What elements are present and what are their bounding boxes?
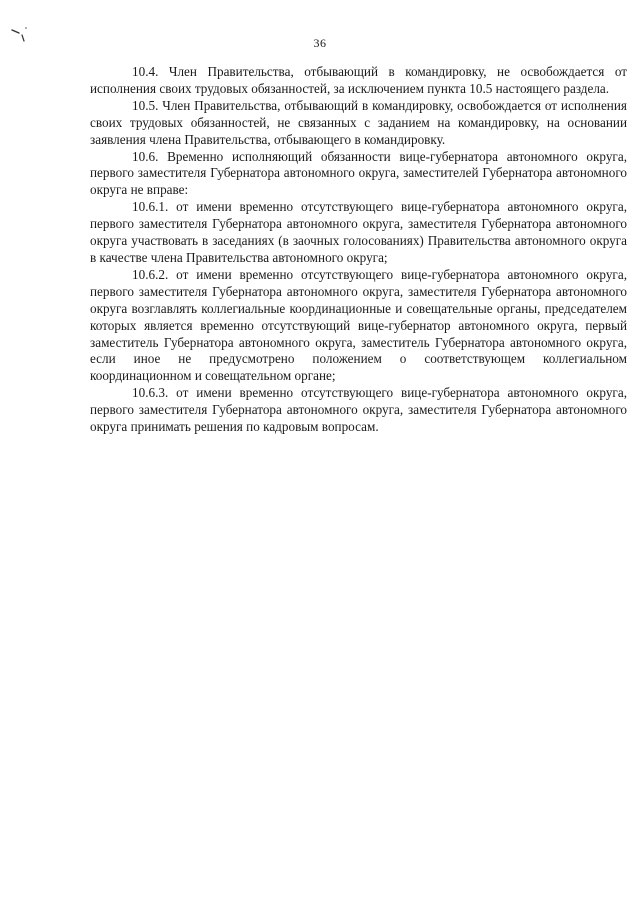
document-body bbox=[90, 64, 627, 436]
paragraph-10-5: 10.5. Член Правительства, отбывающий в командировку, освобождается от исполнения своих трудовых обязанностей, не связанных с заданием на командировку, на основании заявления члена Правительства, отбывающего в командировку. bbox=[90, 97, 627, 147]
page-number: 36 bbox=[313, 36, 327, 50]
paragraph-10-6-2: 10.6.2. от имени временно отсутствующего вице-губернатора автономного округа, первого заместителя Губернатора автономного округа, заместителя Губернатора автономного округа возглавлять коллегиальные координационные и совещательные органы, председателем которых является временно отсутствующий вице-губернатор автономного округа, первый заместитель Губернатора автономного округа, заместитель Губернатора автономного округа, если иное не предусмотрено положением о соответствующем коллегиальном координационном и совещательном органе; bbox=[90, 266, 627, 384]
paragraph-10-6: 10.6. Временно исполняющий обязанности вице-губернатора автономного округа, первого заместителя Губернатора автономного округа, заместителей Губернатора автономного округа не вправе: bbox=[90, 148, 627, 198]
paragraph-10-4: 10.4. Член Правительства, отбывающий в командировку, не освобождается от исполнения своих трудовых обязанностей, за исключением пункта 10.5 настоящего раздела. bbox=[90, 64, 627, 96]
paragraph-10-6-1: 10.6.1. от имени временно отсутствующего вице-губернатора автономного округа, первого заместителя Губернатора автономного округа, заместителя Губернатора автономного округа участвовать в заседаниях (в заочных голосованиях) Правительства автономного округа в качестве члена Правительства автономного округа; bbox=[90, 199, 627, 265]
paragraph-10-6-3: 10.6.3. от имени временно отсутствующего вице-губернатора автономного округа, первого заместителя Губернатора автономного округа, заместителя Губернатора автономного округа принимать решения по кадровым вопросам. bbox=[90, 385, 627, 435]
